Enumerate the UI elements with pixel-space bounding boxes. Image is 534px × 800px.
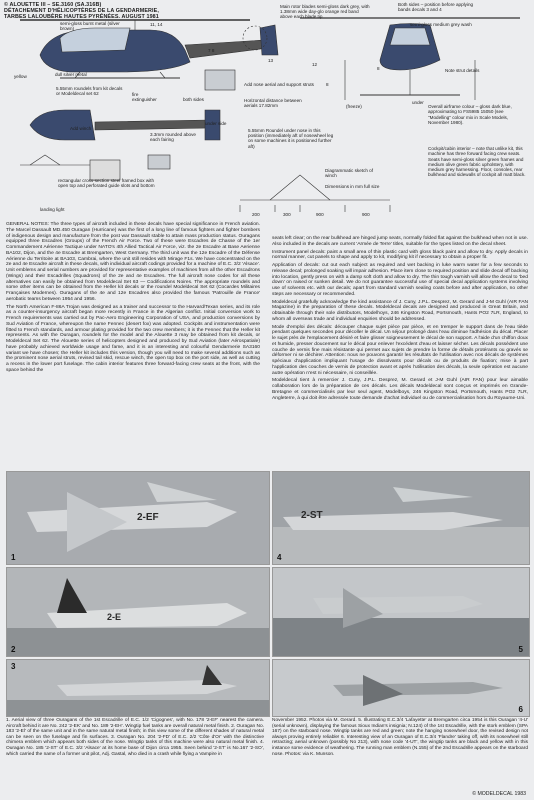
photo-6 [272,659,530,717]
callout-both-sides: Both sides – position before applying bands decals 3 and 4 [398,2,474,13]
callout-freeze: (freeze) [346,104,362,109]
callout-yellow: yellow [14,74,27,79]
callout-datum: Horizontal distance between aerials 17.82mm [244,98,302,109]
paragraph: Application of decals: cut out each subject as required and wet backing in luke warm water for a few seconds to release decal; prolonged soaking will impair adhesion. Place item close to required position and slide decal off backing into location, gently press on with a damp soft cloth and allow to dry. The thin tough varnish will allow the decal to 'bed down' on raised or sunken detail. We do not guarantee successful use of special decal application systems involving use of solvents etc. with our decals; apart from standard varnish sealing coats before and after application, no other steps are necessary or recommended. [272,263,529,297]
header-line-1: © ALOUETTE III – SE.3160 (SA.316B) [4,2,102,8]
paragraph: Mode d'emploi des décals: découper chaque sujet pièce par pièce, et en tremper le support dans de l'eau tiède pendant quelques secondes pour décoller le décal. Un séjour prolongé dans l'eau diminue l'adhésion du décal. Placer le sujet près de l'emplacement désiré et faire glisser soigneusement le décal de son support. A l'aide d'un chiffon doux et humide, presser doucement sur le décal pour enlever l'excédent d'eau et laisser sécher. Les décals possèdent une couche de vernis fine mais résistante qui permet aux sujets de prendre la forme de détails protérants ou gravés se déformer ni se déchirer. Attention: nous ne pouvons garantir les résultats de l'utilisation avec nos décals de systèmes spéciaux d'application impliquant l'usage de dissolvants pour décals ou de produits de fixation; mise à part l'application des couches de vernis de protection avant et après l'utilisation des décals, la seule opération est aucune autre opération n'est ni nécessaire, ni conseillée. [272,324,528,376]
photo-2 [6,567,270,657]
photo-grid [6,471,528,715]
paragraph: Modeldecal tient à remercier J. Cuny, J.P.L. Desprez, M. Gerard et J-M Guhl (AIR FAN) pour leur aimable collaboration lors de la préparation de ces décals. Les décals Modeldecal sont conçus et imprimés en Grande-Bretagne et commercialisés par leur seul agent, Modelboys, 246 Kingston Road, Portsmouth, Hants PO2 7LR, Angleterre, à qui doit être adressée toute demande d'achat individuel ou de commercialisation hors du Royaume-Uni. [272,378,528,401]
side-view-helicopter [20,20,278,78]
callout-nums-a: 11, 14 [150,22,163,27]
caption-left: 1. Aerial view of three Ouragans of the 1st Escadrille of E.C. 1/2 'Cigognes', with No. 178 '2-EF' nearest the camera. Aircraft behind it are No. 242 '2-EK' and No. 189 '2-EH'. Wingtip fuel tanks are overall natural metal finish. 2. Ouragan No. 183 '2-El' of the same unit and in the same natural metal finish; in this view some of the different shades of natural metal can be seen on the fuselage and fin surfaces. 3. Ouragan No. 204 '2-FD' of E.C. 2/2 'Côte d'Or' with the distinctive chimera emblem which appears both sides of the nose. Wingtip tanks of this machine were also natural metal finish. 4. Ouragan No. 185 '2-ST' of E.C. 3/2 'Alsace' at its home base of Dijon circa 1955. Seen behind '2-ST' is No.167 '2-SO', which carried the name of a former unit pilot, Adj. Gastal, who died in a crash while flying a Vampire in [6,718,264,757]
dim-900b: 900 [362,212,370,217]
photo-number: 5 [518,645,523,654]
callout-aerial: Add nose aerial and support struts [244,82,314,87]
callout-nums-f: 8 [377,66,380,71]
dim-300: 300 [283,212,291,217]
paragraph: seats left clear; on the rear bulkhead are hinged jump seats, normally folded flat against the bulkhead when not in use. Also included in the decals are current 'Armée de Terre' titles, suitable for the types listed on the decal sheet. [272,236,528,247]
callout-nums-e: 8 [326,82,329,87]
paragraph: GENERAL NOTES: The three types of aircraft included in these decals have special significance in French aviation. The Marcel Dassault MD.450 Ouragan (Hurricane) was the first of a long line of famous fighters and fighter bombers of indigenous design and manufacture from the post war Dassault stable to attain mass production status. Ouragans equipped three Escadres (Groups) of the French Air Force. Two of these were Escadres de Chasse of the 1er Commandement Aérienne Tactique under NATO's 4th Allied Tactical Air Force, viz. the 2e Escadre at Base Aerienne BA102, Dijon, and the 4e Escadre at Bremgarten, West Germany. The third unit was the 12e Escadre of the Défense Aérienne du Territoire at BA103, Cambrai, where the unit still resides with Mirage F1s. We have concentrated on the 2e and 4e Escadre aircraft in these decals, with individual aircraft codings provided for a machine of E.C. 3/2 'Alsace'. Unit emblems and serial numbers are provided for representative examples of machines from all the other Escadrons (Wings) and their Escadrilles (Squadrons) of the 2e and 4e Escadres. The full aircraft nose codes for all these alternatives can easily be obtained from Modeldecal Set 63 — Codifications Noires. The appropriate roundels and some other items can be obtained from the Heller kit decals or the roundel Modeldecal Set 62 (Cocardes Militaires Françaises Modernes). Ouragans of the 4e and 12e Escadres also provided the famous 'Patrouille de France' aerobatic teams between 1954 and 1956. [6,222,260,302]
dim-200: 200 [252,212,260,217]
aircraft-code: 2-ST [301,510,323,521]
callout-nums-d: 12 [312,62,318,67]
top-view-helicopter [20,110,220,180]
header-line-3: TARBES LALOUBÈRE HAUTES PYRÉNÉES. AUGUST 1981 [4,14,159,20]
callout-under-side: under side [205,121,227,126]
winch-sketch [240,175,390,212]
callout-winch-sketch: Diagrammatic sketch of winch [325,168,373,179]
cockpit-interior-note: Cockpit/cabin interior – note that unlike kit, this machine has three forward facing crew seats. Seats have semi-gloss silver green frames and medium olive green fabric upholstery, with medium grey harnessing. Floor, consoles, rear bulkhead and sidewalls of cockpit all matt black. [428,146,526,178]
paragraph: The North American F-86A Trojan was designed as a trainer and successor to the Harvard/Texan series, and its role as a counter-insurgency aircraft began more recently in France in the Algerian conflict. Initial conversion work to French requirements was carried out by Pac-Aero Engineering Corporation of USA, and production conversions by Sud Aviation of France, whereupon the name Fennec (desert fox) was adopted. Cockpits and instrumentation were fitted to French standards, and armour plating provided for the two crew members; it is the Fennec that the Heller kit represents. As with the Ouragan, roundels for the model and the Alouette 3 may be obtained from kit decals, or Modeldecal Set 62. The Alouette series of helicopters designed and produced by Sud Aviation (later Aérospatiale) have probably achieved worldwide usage and fame, and it is an interesting and colourful Gendarmerie SA3160 variant we have chosen; the Heller kit includes this version, though you will need to make several additions such as the prominent nose aerial struts, revised tail skid, rescue winch, the open top box on the port side, as well as cutting a recess in the lower port fuselage. The cabin interior features three forward-facing crew seats at the front, with the space behind the [6,304,260,373]
photo-5 [272,567,530,657]
callout-both-sides-2: both sides [183,97,204,102]
callout-nums-b: 7 8 [208,48,215,53]
callout-box: rectangular cross-section steel framed box with open top and perforated guide slots and bottom [58,178,155,189]
callout-grey-wash: semi-gloss medium grey wash [410,22,472,27]
callout-landing-light: landing light [40,207,65,212]
aircraft-code: 2-E [107,612,122,622]
paragraph: Instrument panel decals: paint a small area of thin plastic card with gloss black paint and allow to dry. Apply decals in normal manner, cut panels to shape and apply to kit, modifying kit if necessary to obtain a proper fit. [272,249,528,261]
copyright: © MODELDECAL 1983 [472,791,526,797]
callout-tail: semi-gloss burnt metal (silver brown) [60,21,120,32]
caption-right: November 1952. Photos via M. Gerard. 5. Illustrating E.C.3/4 'Lafayette' at Bremgarten circa 1954 is this Ouragan '4-U' (serial unknown), displaying the famous Sioux Indian's insignia; N.124) of the 1st Escadrille, with the stork emblem (SPA 167) on the starboard nose. Wingtip tanks are red and green; note the hanging nosewheel door, the revised design not always proving entirely reliable! 6. Interesting view of an Ouragan of E.C.3/4 'Flandre' taking off, with its nosewheel still retracting; aerial unknown (possibly No 213), with nose code '4-UT', the wingtip tanks are black and yellow with in this instance some evidence of weathering. The running man emblem (N.155) of the 2nd Escadrille appears on the starboard nose. Photos: via K. Munson. [272,718,528,757]
text-column-right [272,236,528,403]
callout-nums-c: 13 [268,58,274,63]
aircraft-code: 2-EF [137,512,159,523]
callout-strut: Note strut details [445,68,480,73]
callout-fairing: 3.3mm rounded above each fairing [150,132,196,143]
callout-fire-ext: fire extinguisher [132,92,157,103]
photo-number: 2 [11,645,16,654]
callout-nose-roundel: 5.55mm Roundel under nose in this position (immediately aft of nosewheel leg on some machines it is positioned further aft) [248,128,334,149]
callout-roundels: 5.55mm roundels from kit decals or Modeldecal set 62 [56,86,123,97]
front-view-helicopter [300,18,520,100]
photo-number: 4 [277,553,282,562]
text-column-left [6,222,260,376]
callout-under: under [412,100,424,105]
photo-number: 1 [11,553,16,562]
paragraph: Modeldecal gratefully acknowledge the kind assistance of J. Cuny, J.P.L. Desprez, M. Gerard and J-M Guhl (AIR FAN Magazine) in the preparation of these decals. Modeldecal decals are designed and produced in Great Britain, and obtainable through their sole distributors, Modelhoys, 246 Kingston Road, Portsmouth, Hants PO2 7LR, England, to whom all overseas trade and individual enquiries should be addressed. [272,299,528,322]
overall-colour-note: Overall airframe colour – gloss dark blue, approximating to FS5985 15050 (see "Modelling" colour mix in Scale Models, November 1980). [428,104,512,125]
photo-number: 6 [518,705,523,714]
header-line-2: DÉTACHEMENT D'HÉLICOPTÈRES DE LA GENDARMERIE, [4,8,159,14]
photo-3 [6,659,270,717]
photo-1 [6,471,270,565]
dim-900: 900 [316,212,324,217]
callout-dull-silver: dull silver metal [55,72,87,77]
photo-4 [272,471,530,565]
photo-number: 3 [11,662,16,671]
callout-main-rotor: Main rotor blades semi-gloss dark grey, with 1.38mm wide day-glo orange red band above each blade tip [280,4,370,20]
callout-add-winch: Add winch [70,126,92,131]
callout-dimensions: Dimensions in mm full size [325,184,380,189]
